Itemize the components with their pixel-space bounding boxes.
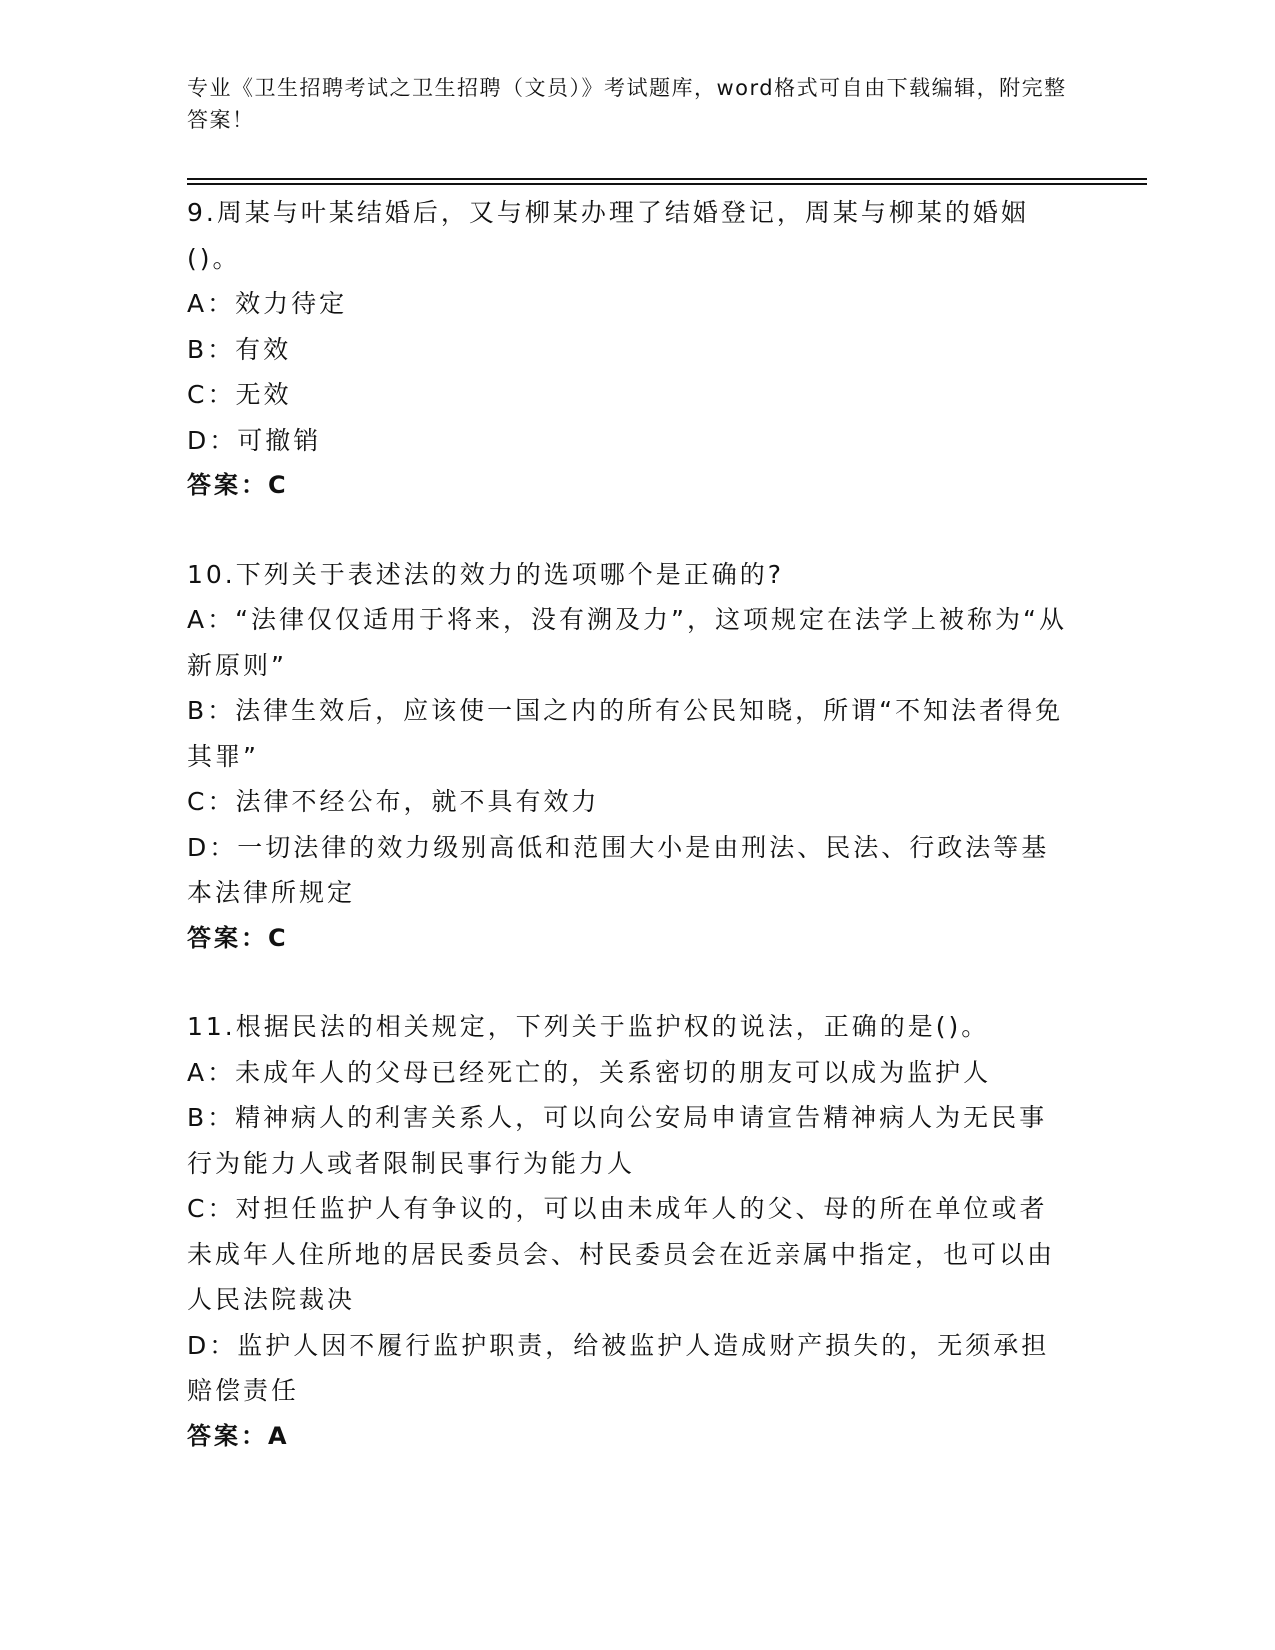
option-c: C：无效 xyxy=(187,380,292,409)
header-divider-top xyxy=(187,178,1147,180)
option-a: A：“法律仅仅适用于将来，没有溯及力”，这项规定在法学上被称为“从新原则” xyxy=(187,605,1067,680)
question-11 xyxy=(187,1004,1067,1459)
question-10 xyxy=(187,552,1067,962)
option-d: D：可撤销 xyxy=(187,425,322,455)
option-d: D：监护人因不履行监护职责，给被监护人造成财产损失的，无须承担赔偿责任 xyxy=(187,1330,1050,1405)
question-list xyxy=(187,190,1067,1459)
header-divider-bottom xyxy=(187,183,1147,185)
page-header: 专业《卫生招聘考试之卫生招聘（文员）》考试题库，word格式可自由下载编辑，附完整答案！ xyxy=(187,76,1067,132)
question-stem: 9.周某与叶某结婚后，又与柳某办理了结婚登记，周某与柳某的婚姻()。 xyxy=(187,198,1029,273)
answer-line: 答案：C xyxy=(187,923,289,952)
option-c: C：法律不经公布，就不具有效力 xyxy=(187,787,600,816)
question-stem: 11.根据民法的相关规定，下列关于监护权的说法，正确的是()。 xyxy=(187,1012,990,1041)
option-b: B：精神病人的利害关系人，可以向公安局申请宣告精神病人为无民事行为能力人或者限制民事行为能力人 xyxy=(187,1103,1048,1178)
option-a: A：未成年人的父母已经死亡的，关系密切的朋友可以成为监护人 xyxy=(187,1057,992,1087)
answer-line: 答案：A xyxy=(187,1421,290,1450)
option-a: A：效力待定 xyxy=(187,289,348,318)
question-stem: 10.下列关于表述法的效力的选项哪个是正确的? xyxy=(187,559,785,589)
option-b: B：法律生效后，应该使一国之内的所有公民知晓，所谓“不知法者得免其罪” xyxy=(187,696,1064,771)
answer-line: 答案：C xyxy=(187,471,289,499)
option-b: B：有效 xyxy=(187,334,292,364)
question-spacer xyxy=(187,961,1067,1004)
question-spacer xyxy=(187,509,1067,552)
option-d: D：一切法律的效力级别高低和范围大小是由刑法、民法、行政法等基本法律所规定 xyxy=(187,832,1050,907)
question-9 xyxy=(187,190,1067,509)
option-c: C：对担任监护人有争议的，可以由未成年人的父、母的所在单位或者未成年人住所地的居民委员会、村民委员会在近亲属中指定，也可以由人民法院裁决 xyxy=(187,1194,1056,1314)
